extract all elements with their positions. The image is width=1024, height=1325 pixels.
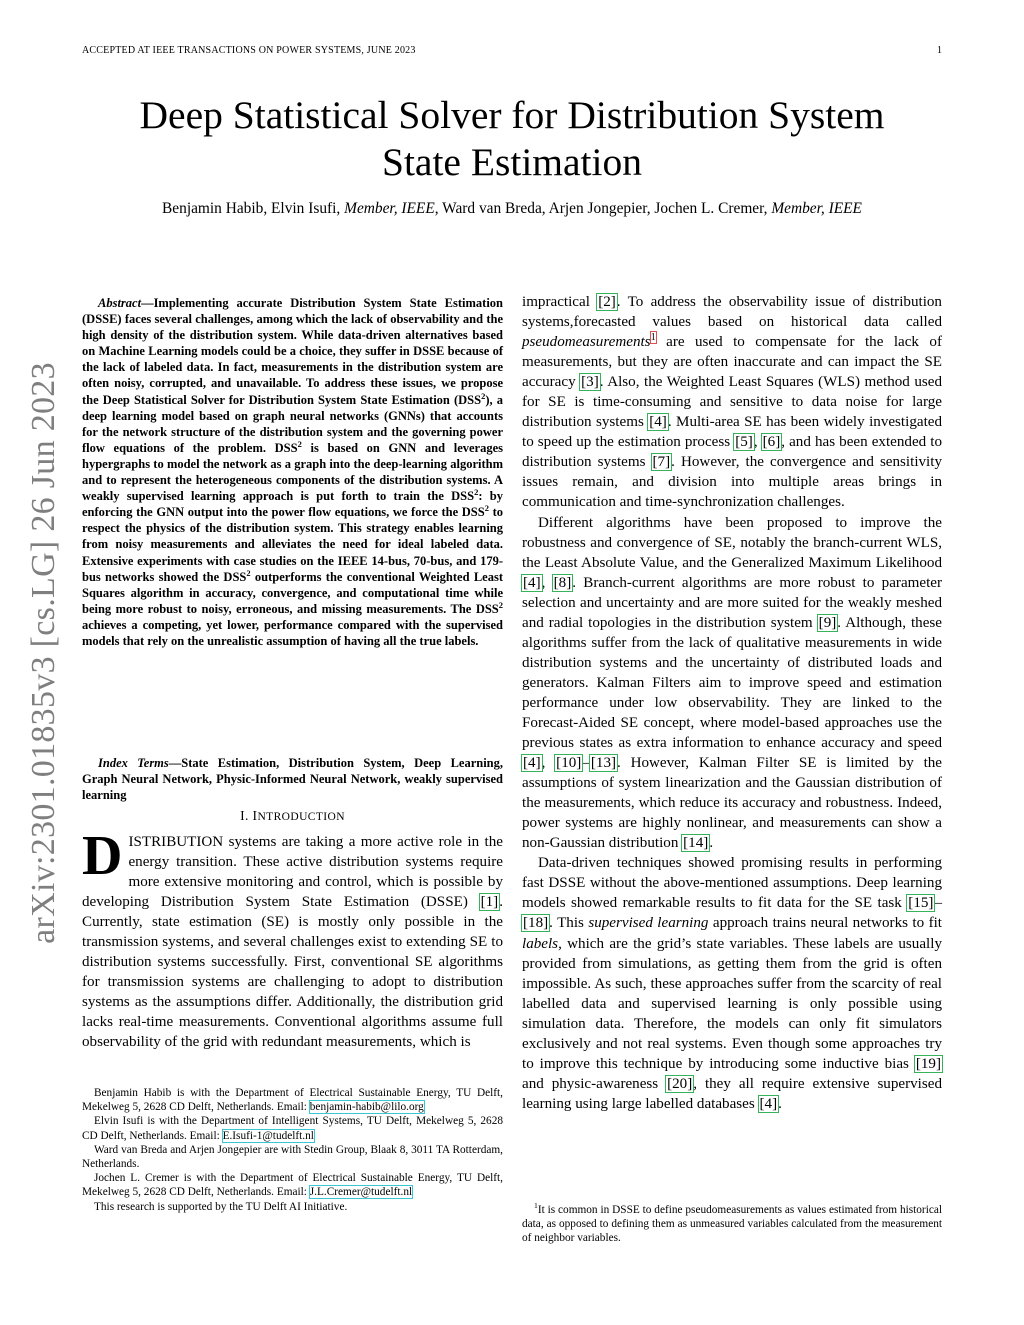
intro-lead: ISTRIBUTION <box>128 834 224 850</box>
body-text: . Multi-area SE has been widely investigated to speed up the estimation process <box>522 414 943 451</box>
emphasis: pseudomeasurements <box>522 334 651 351</box>
footnote-funding: This research is supported by the TU Delft AI Initiative. <box>94 1200 348 1213</box>
abstract-text: is based on GNN and leverages hypergraphs to model the network as a graph into the deep-learning algorithm and to represent the heterogeneous components of the distribution systems. A weakly supervised learning approach is put forth to train the DSS <box>82 440 503 504</box>
body-text: . Branch-current algorithms are more robust to parameter selection and uncertainty and are more suited for the weakly meshed and radial topologies in the distribution system <box>522 574 943 631</box>
superscript: 2 <box>498 599 503 610</box>
author-membership-2: Member, IEEE <box>771 200 862 217</box>
index-terms-label: Index Terms <box>98 756 169 770</box>
footnote-text: Elvin Isufi is with the Department of Intelligent Systems, TU Delft, Mekelweg 5, 2628 CD Delft, Netherlands. Email: <box>82 1115 503 1142</box>
body-text: . Also, the Weighted Least Squares (WLS) method used for SE is time-consuming and sensitive to data noise for large distribution systems <box>522 374 943 431</box>
superscript: 2 <box>474 486 479 497</box>
section-heading <box>82 808 503 824</box>
body-text: . Although, these algorithms suffer from the lack of qualitative measurements in wide distribution systems and the uncertainty of distributed loads and generators. Kalman Filters aim to improve speed and estimation performance under low observability. They are linked to the Forecast-Aided SE concept, where model-based approaches use the previous states as extra information to enhance accuracy and speed <box>522 614 943 752</box>
citation-link[interactable]: [14] <box>683 835 709 852</box>
email-link[interactable]: E.Isufi-1@tudelft.nl <box>222 1129 314 1142</box>
body-text: impractical <box>522 294 598 310</box>
arxiv-stamp <box>18 358 70 948</box>
superscript: 2 <box>246 567 251 578</box>
superscript: 2 <box>297 438 302 449</box>
body-text: – <box>934 895 942 912</box>
citation-link[interactable]: [5] <box>735 434 753 451</box>
citation-link[interactable]: [15] <box>908 895 934 912</box>
citation-link[interactable]: [9] <box>818 614 837 631</box>
body-text: approach trains neural networks to fit <box>708 915 942 932</box>
title-line-1: Deep Statistical Solver for Distribution System <box>139 93 885 137</box>
citation-link[interactable]: [20] <box>667 1075 693 1092</box>
body-text: , which are the grid’s state variables. These labels are usually provided from simulations, as getting them from the grid is often impossible. As such, these approaches suffer from the scarcity of real labelled data and supervised learning is only possible using simulation data. Therefore, the models can only fit simulators exclusively and not real systems. Even though some approaches try to improve this technique by introducing some inductive bias <box>522 935 942 1072</box>
body-text: Different algorithms have been proposed to improve the robustness and convergence of SE, notably the branch-current WLS, the Least Absolute Value, and the Generalized Maximum Likelihood <box>522 514 942 571</box>
abstract-text: to respect the physics of the distribution system. This strategy enables learning from noisy measurements and alleviates the need for ideal labeled data. Extensive experiments with case studies on the IEEE 14-bus, 70-bus, and 179-bus networks showed the DSS <box>82 505 503 584</box>
body-text: . However, Kalman Filter SE is limited by the assumptions of system linearization and the Gaussian distribution of the measurements, which reduce its accuracy and robustness. Indeed, power systems are highly nonlinear, and measurements can show a non-Gaussian distribution <box>522 755 943 852</box>
citation-link[interactable]: [4] <box>649 414 667 431</box>
abstract-text: : by enforcing the GNN output into the power flow equations, we force the DSS <box>82 489 503 520</box>
drop-cap: D <box>82 825 123 887</box>
abstract <box>82 295 503 649</box>
body-text: , <box>753 434 762 451</box>
body-text: – <box>582 755 590 772</box>
section-initial: I <box>252 808 258 823</box>
citation-link[interactable]: [18] <box>523 915 549 932</box>
body-text: . <box>709 835 714 852</box>
abstract-text: outperforms the conventional Weighted Least Squares algorithm in accuracy, convergence, and computational time while being more robust to noisy, erroneous, and missing measurements. The DSS <box>82 569 503 616</box>
intro-paragraph <box>82 825 503 1053</box>
citation-link[interactable]: [7] <box>652 454 671 471</box>
citation-link[interactable]: [2] <box>598 294 616 310</box>
footnote-stedin: Ward van Breda and Arjen Jongepier are with Stedin Group, Blaak 8, 3011 TA Rotterdam, Netherlands. <box>82 1143 503 1171</box>
abstract-text: achieves a competing, yet lower, performance compared with the supervised models that rely on the unrealistic assumption of having all the true labels. <box>82 617 503 648</box>
body-text: , and has been extended to distribution systems <box>522 434 943 471</box>
citation-link[interactable]: [13] <box>590 755 617 772</box>
citation-link[interactable]: [19] <box>915 1055 941 1072</box>
page-number: 1 <box>937 45 943 56</box>
abstract-text: ), a deep learning model based on graph neural networks (GNNs) that accounts for the network structure of the distribution system and the governing power flow equations of the problem. DSS <box>82 392 503 455</box>
citation-link[interactable]: [1] <box>480 894 499 911</box>
body-text: . However, the convergence and sensitivity issues remain, and division into multiple areas brings in communication and time-synchronization challenges. <box>522 454 942 511</box>
authors-part-1: Benjamin Habib, Elvin Isufi, <box>162 200 345 217</box>
title-line-2: State Estimation <box>381 140 642 184</box>
paragraph <box>522 513 942 854</box>
body-text: , they all require extensive supervised learning using large labelled databases <box>522 1075 942 1112</box>
citation-link[interactable]: [8] <box>553 574 572 591</box>
body-text: Data-driven techniques showed promising results in performing fast DSSE without the above-mentioned assumptions. Deep learning models showed remarkable results to fit data for the SE task <box>522 855 942 912</box>
citation-link[interactable]: [3] <box>581 374 599 391</box>
footnote-link[interactable]: 1 <box>650 332 656 344</box>
body-text: . To address the observability issue of distribution systems,forecasted values based on historical data called <box>522 294 942 331</box>
email-link[interactable]: J.L.Cremer@tudelft.nl <box>309 1186 413 1199</box>
pseudomeasurement-footnote <box>522 1203 942 1246</box>
author-membership-1: Member, IEEE <box>344 200 435 217</box>
authors-part-2: , Ward van Breda, Arjen Jongepier, Jochen L. Cremer, <box>434 200 772 217</box>
footnote-cremer <box>82 1171 503 1199</box>
abstract-label: Abstract <box>98 296 142 310</box>
section-numeral: I. <box>240 808 253 823</box>
abstract-text: —Implementing accurate Distribution System State Estimation (DSSE) faces several challenges, among which the lack of observability and the high density of the distribution system. While data-driven alternatives based on Machine Learning models could be a choice, they suffer in DSSE because of the lack of labeled data. In fact, measurements in the distribution system are often noisy, corrupted, and unavailable. To address these issues, we propose the Deep Statistical Solver for Distribution System State Estimation (DSS <box>82 296 503 407</box>
footnote-text: It is common in DSSE to define pseudomeasurements as values estimated from historical data, as opposed to defining them as unmeasured variables calculated from the measurement of neighbor variables. <box>522 1204 942 1245</box>
superscript: 2 <box>481 390 486 401</box>
citation-link[interactable]: [4] <box>523 574 541 591</box>
index-terms <box>82 755 503 803</box>
intro-text: systems are taking a more active role in the energy transition. These active distribution systems require more extensive monitoring and control, which is possible by developing Distribution System State Estimation (DSSE) <box>82 834 503 911</box>
emphasis: labels <box>522 935 559 952</box>
body-text: . <box>778 1095 782 1112</box>
citation-link[interactable]: [6] <box>762 434 781 451</box>
intro-text: . Currently, state estimation (SE) is mostly only possible in the transmission systems, and several challenges exist to extending SE to distribution systems successfully. First, conventional SE algorithms for transmission systems are challenging to adopt to distribution systems as the assumptions differ. Additionally, the distribution grid lacks real-time measurements. Conventional algorithms assume full observability of the grid with redundant measurements, which is <box>82 894 503 1051</box>
running-header: ACCEPTED AT IEEE TRANSACTIONS ON POWER SYSTEMS, JUNE 2023 <box>82 45 416 56</box>
author-list <box>72 199 952 219</box>
paragraph <box>522 853 942 1114</box>
paper-title <box>82 92 942 186</box>
author-footnotes <box>82 1086 503 1214</box>
section-title: NTRODUCTION <box>257 811 345 823</box>
footnote-text: Jochen L. Cremer is with the Department of Electrical Sustainable Energy, TU Delft, Mekelweg 5, 2628 CD Delft, Netherlands. Email: <box>82 1172 503 1199</box>
citation-link[interactable]: [4] <box>759 1095 778 1112</box>
body-text: . This <box>549 915 589 932</box>
body-text: , <box>541 574 553 591</box>
emphasis: supervised learning <box>588 915 709 932</box>
citation-link[interactable]: [10] <box>556 755 582 772</box>
body-text: , <box>541 755 556 772</box>
footnote-mark: 1 <box>534 1201 538 1211</box>
footnote-habib <box>82 1086 503 1114</box>
footnote-isufi <box>82 1114 503 1142</box>
body-text: and physic-awareness <box>522 1075 667 1092</box>
right-column-body <box>522 292 942 1114</box>
paragraph <box>522 292 942 513</box>
body-text: are used to compensate for the lack of measurements, but they are often inaccurate and can impact the SE accuracy <box>522 334 942 391</box>
superscript: 2 <box>484 503 489 514</box>
email-link[interactable]: benjamin-habib@lilo.org <box>309 1101 424 1114</box>
footnote-text: Benjamin Habib is with the Department of Electrical Sustainable Energy, TU Delft, Mekelweg 5, 2628 CD Delft, Netherlands. Email: <box>82 1087 503 1114</box>
arxiv-stamp-text: arXiv:2301.01835v3 [cs.LG] 26 Jun 2023 <box>25 362 62 944</box>
index-terms-text: —State Estimation, Distribution System, Deep Learning, Graph Neural Network, Physic-Informed Neural Network, weakly supervised learning <box>82 756 504 803</box>
citation-link[interactable]: [4] <box>523 755 541 772</box>
